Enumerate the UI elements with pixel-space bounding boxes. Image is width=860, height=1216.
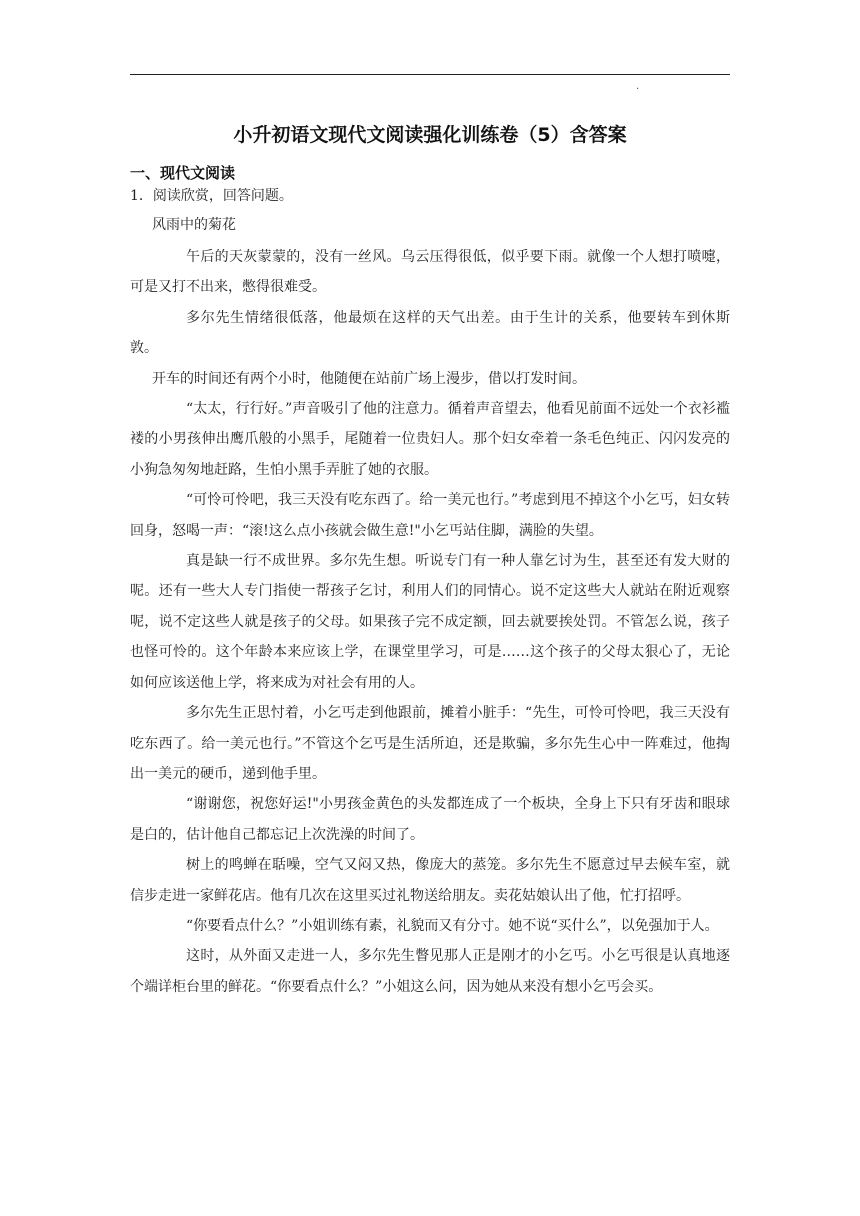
- paragraph: 多尔先生情绪很低落，他最烦在这样的天气出差。由于生计的关系，他要转车到休斯敦。: [130, 309, 730, 357]
- header-dot: .: [636, 81, 640, 92]
- story-title: 风雨中的菊花: [152, 217, 236, 233]
- paragraph: 开车的时间还有两个小时，他随便在站前广场上漫步，借以打发时间。: [152, 370, 586, 387]
- section-heading: 一、现代文阅读: [130, 164, 236, 182]
- paragraph: 树上的鸣蝉在聒噪，空气又闷又热，像庞大的蒸笼。多尔先生不愿意过早去候车室，就信步走进一家鲜花店。他有几次在这里买过礼物送给朋友。卖花姑娘认出了他，忙打招呼。: [130, 857, 730, 904]
- paragraph: “可怜可怜吧，我三天没有吃东西了。给一美元也行。”考虑到甩不掉这个小乞丐，妇女转回身，怒喝一声：“滚!这么点小孩就会做生意!"小乞丐站住脚，满脸的失望。: [130, 492, 730, 539]
- paragraph: “太太，行行好。”声音吸引了他的注意力。循着声音望去，他看见前面不远处一个衣衫褴褛的小男孩伸出鹰爪般的小黑手，尾随着一位贵妇人。那个妇女牵着一条毛色纯正、闪闪发亮的小狗急匆匆地赶路，生怕小黑手弄脏了她的衣服。: [130, 401, 730, 478]
- paragraph: 多尔先生正思忖着，小乞丐走到他跟前，摊着小脏手：“先生，可怜可怜吧，我三天没有吃东西了。给一美元也行。”不管这个乞丐是生活所迫，还是欺骗，多尔先生心中一阵难过，他掏出一美元的硬币，递到他手里。: [130, 705, 730, 782]
- header-rule: [130, 74, 730, 75]
- document-title: 小升初语文现代文阅读强化训练卷（5）含答案: [233, 124, 627, 146]
- paragraph: “你要看点什么？”小姐训练有素，礼貌而又有分寸。她不说“买什么”，以免强加于人。: [186, 917, 719, 934]
- story-body: [130, 242, 730, 1002]
- paragraph: 真是缺一行不成世界。多尔先生想。听说专门有一种人靠乞讨为生，甚至还有发大财的呢。还有一些大人专门指使一帮孩子乞讨，利用人们的同情心。说不定这些大人就站在附近观察呢，说不定这些人就是孩子的父母。如果孩子完不成定额，回去就要挨处罚。不管怎么说，孩子也怪可怜的。这个年龄本来应该上学，在课堂里学习，可是……这个孩子的父母太狠心了，无论如何应该送他上学，将来成为对社会有用的人。: [130, 553, 730, 691]
- paragraph: 这时，从外面又走进一人，多尔先生瞥见那人正是刚才的小乞丐。小乞丐很是认真地逐个端详柜台里的鲜花。“你要看点什么？”小姐这么问，因为她从来没有想小乞丐会买。: [130, 948, 730, 995]
- paragraph: 午后的天灰蒙蒙的，没有一丝风。乌云压得很低，似乎要下雨。就像一个人想打喷嚏，可是又打不出来，憋得很难受。: [130, 249, 730, 296]
- paragraph: “谢谢您，祝您好运!"小男孩金黄色的头发都连成了一个板块，全身上下只有牙齿和眼球是白的，估计他自己都忘记上次洗澡的时间了。: [130, 796, 730, 843]
- question-prompt: 1．阅读欣赏，回答问题。: [130, 188, 293, 204]
